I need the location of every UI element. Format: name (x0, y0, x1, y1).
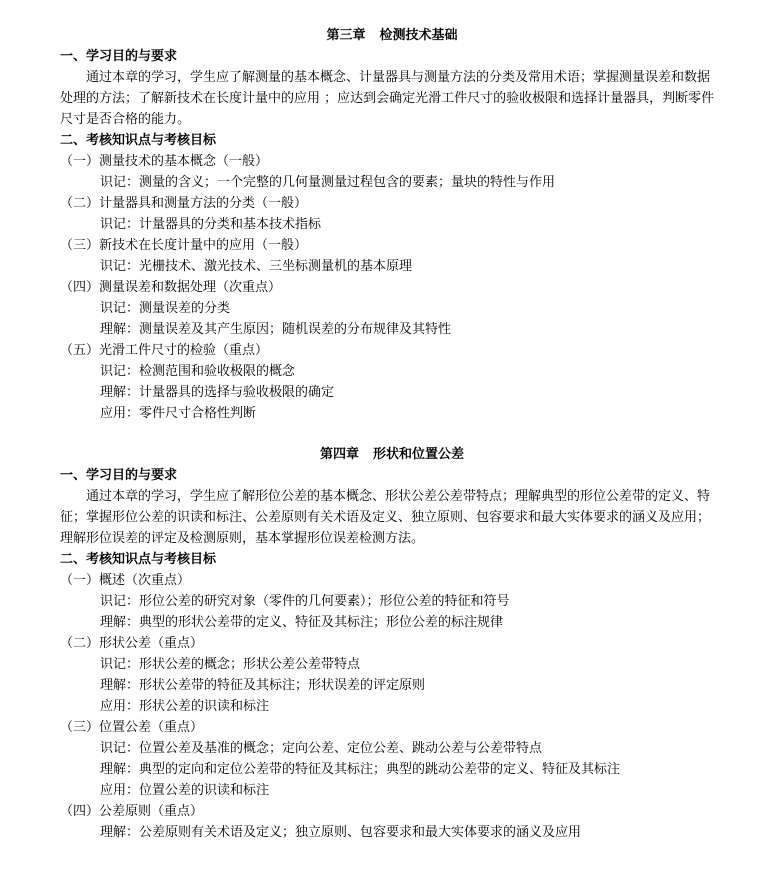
chapter4-title (0, 446, 784, 464)
chapter4-item-detail: 应用：形状公差的识读和标注 (100, 699, 270, 714)
chapter3-item-detail: 识记：测量误差的分类 (100, 301, 231, 316)
chapter4-item-heading: （一）概述（次重点） (60, 573, 191, 588)
chapter4-item-detail: 识记：形位公差的研究对象（零件的几何要素）；形位公差的特征和符号 (100, 594, 510, 609)
chapter4-item-detail: 应用：位置公差的识读和标注 (100, 783, 270, 798)
chapter4-para-line: 征；掌握形位公差的识读和标注、公差原则有关术语及定义、独立原则、包容要求和最大实体要求的涵义及应用； (60, 510, 711, 525)
chapter3-item-detail: 理解：计量器具的选择与验收极限的确定 (100, 385, 335, 400)
chapter4-item-detail: 理解：公差原则有关术语及定义；独立原则、包容要求和最大实体要求的涵义及应用 (100, 825, 582, 840)
chapter3-item-heading: （五）光滑工件尺寸的检验（重点） (60, 343, 269, 358)
chapter4-para-line: 通过本章的学习，学生应了解形位公差的基本概念、形状公差公差带特点；理解典型的形位公差带的定义、特 (86, 489, 711, 504)
chapter4-para-line: 理解形位误差的评定及检测原则，基本掌握形位误差检测方法。 (60, 531, 425, 546)
chapter4-sec2-heading: 二、考核知识点与考核目标 (60, 552, 217, 567)
chapter4-item-heading: （二）形状公差（重点） (60, 636, 204, 651)
chapter4-name: 形状和位置公差 (373, 447, 465, 462)
chapter3-para-line: 尺寸是否合格的能力。 (60, 112, 191, 127)
chapter3-item-detail: 应用：零件尺寸合格性判断 (100, 406, 257, 421)
chapter3-item-heading: （三）新技术在长度计量中的应用（一般） (60, 238, 308, 253)
chapter4-item-heading: （四）公差原则（重点） (60, 804, 204, 819)
chapter4-item-detail: 理解：典型的定向和定位公差带的特征及其标注；典型的跳动公差带的定义、特征及其标注 (100, 762, 621, 777)
chapter3-name: 检测技术基础 (379, 28, 458, 43)
chapter3-item-detail: 理解：测量误差及其产生原因；随机误差的分布规律及其特性 (100, 322, 452, 337)
chapter3-item-heading: （四）测量误差和数据处理（次重点） (60, 280, 282, 295)
chapter3-title (0, 27, 784, 45)
chapter3-sec2-heading: 二、考核知识点与考核目标 (60, 133, 217, 148)
chapter3-sec1-heading: 一、学习目的与要求 (60, 49, 178, 64)
chapter3-item-heading: （一）测量技术的基本概念（一般） (60, 154, 269, 169)
chapter3-item-detail: 识记：光栅技术、激光技术、三坐标测量机的基本原理 (100, 259, 413, 274)
chapter4-item-heading: （三）位置公差（重点） (60, 720, 204, 735)
chapter4-number: 第四章 (319, 447, 359, 462)
chapter4-item-detail: 理解：典型的形状公差带的定义、特征及其标注；形位公差的标注规律 (100, 615, 504, 630)
chapter4-item-detail: 理解：形状公差带的特征及其标注；形状误差的评定原则 (100, 678, 426, 693)
chapter3-para-line: 处理的方法；了解新技术在长度计量中的应用 ；应达到会确定光滑工件尺寸的验收极限和选择计量器具，判断零件 (60, 91, 715, 106)
chapter4-item-detail: 识记：形状公差的概念；形状公差公差带特点 (100, 657, 361, 672)
chapter3-item-detail: 识记：检测范围和验收极限的概念 (100, 364, 296, 379)
chapter4-item-detail: 识记：位置公差及基准的概念；定向公差、定位公差、跳动公差与公差带特点 (100, 741, 543, 756)
chapter3-para-line: 通过本章的学习，学生应了解测量的基本概念、计量器具与测量方法的分类及常用术语；掌握测量误差和数据 (86, 70, 711, 85)
chapter3-number: 第三章 (326, 28, 366, 43)
chapter3-item-detail: 识记：测量的含义；一个完整的几何量测量过程包含的要素；量块的特性与作用 (100, 175, 556, 190)
chapter3-item-heading: （二）计量器具和测量方法的分类（一般） (60, 196, 308, 211)
chapter4-sec1-heading: 一、学习目的与要求 (60, 468, 178, 483)
chapter3-item-detail: 识记：计量器具的分类和基本技术指标 (100, 217, 322, 232)
